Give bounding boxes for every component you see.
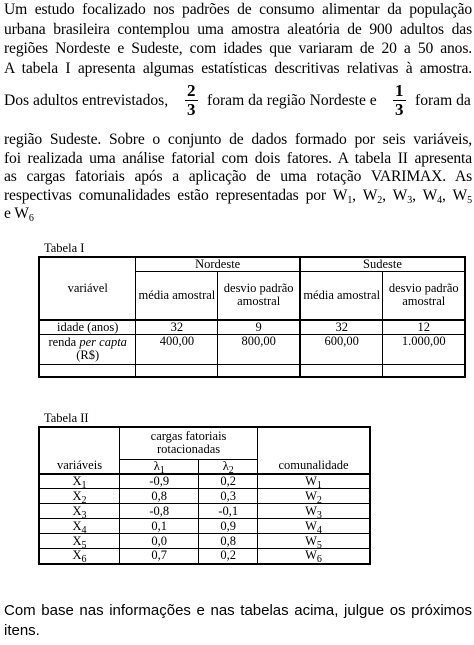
fraction-text-3: foram da — [415, 92, 471, 109]
table2-w: $W_1$ — [258, 474, 370, 489]
table2-l1: 0,1 — [120, 519, 199, 534]
second-paragraph — [4, 131, 472, 224]
closing-paragraph — [4, 601, 472, 641]
table1-row-label: renda per capta (R$) — [39, 334, 136, 364]
table2-var: $X_4$ — [39, 519, 120, 534]
table2-w: $W_2$ — [258, 489, 370, 504]
table2-header-lambda2: $\lambda_2$ — [199, 459, 258, 474]
fraction-numerator: 2 — [187, 81, 196, 100]
fraction-one-third — [393, 82, 406, 119]
table2-w: $W_5$ — [258, 534, 370, 549]
table1-group-nordeste: Nordeste — [136, 257, 300, 272]
table1-cell: 1.000,00 — [383, 334, 465, 364]
table2-var: $X_2$ — [39, 489, 120, 504]
fraction-numerator: 1 — [395, 81, 404, 100]
table2-l2: 0,3 — [199, 489, 258, 504]
table-row — [39, 489, 370, 504]
table-row-empty — [39, 364, 465, 377]
table1-cell: 9 — [218, 320, 300, 335]
table-row — [39, 549, 370, 564]
intro-line: regiões Nordeste e Sudeste, com idades que variaram de 20 a 50 anos. — [4, 40, 472, 57]
fraction-denominator: 3 — [395, 100, 404, 119]
intro-line: A tabela I apresenta algumas estatísticas descritivas relativas à amostra. — [4, 59, 472, 77]
fraction-two-thirds — [185, 82, 198, 119]
table1-cell: 32 — [300, 320, 383, 335]
intro-line: urbana brasileira contemplou uma amostra aleatória de 900 adultos das — [4, 20, 472, 38]
table2-group-header: cargas fatoriais rotacionadas — [120, 427, 258, 459]
table2-w: $W_6$ — [258, 549, 370, 564]
table1-row-label: idade (anos) — [39, 320, 136, 335]
paragraph-line-w-symbols: respectivas comunalidades estão representadas por $W_1$, $W_2$, $W_3$, $W_4$, $W_5$ — [4, 186, 472, 206]
table1-group-sudeste: Sudeste — [300, 257, 465, 272]
table-row — [39, 474, 370, 489]
table2-l1: 0,0 — [120, 534, 199, 549]
table1-cell: 600,00 — [300, 334, 383, 364]
fraction-denominator: 3 — [187, 100, 196, 119]
table-row — [39, 519, 370, 534]
intro-line: Um estudo focalizado nos padrões de consumo alimentar da população — [4, 1, 472, 18]
table2-header-variables: variáveis — [39, 459, 120, 474]
table1 — [38, 256, 466, 378]
table1-stat-header: desvio padrão amostral — [218, 272, 300, 320]
table1-stat-header: média amostral — [300, 272, 383, 320]
table1-cell: 400,00 — [136, 334, 218, 364]
paragraph-line: região Sudeste. Sobre o conjunto de dados formado por seis variáveis, — [4, 131, 472, 148]
table1-cell: 800,00 — [218, 334, 300, 364]
table2-l2: 0,9 — [199, 519, 258, 534]
table2-l1: -0,8 — [120, 504, 199, 519]
table2-header-lambda1: $\lambda_1$ — [120, 459, 199, 474]
table-row — [39, 504, 370, 519]
table2-l1: -0,9 — [120, 474, 199, 489]
intro-paragraph — [4, 0, 472, 78]
table2-l2: 0,2 — [199, 474, 258, 489]
table2 — [38, 426, 371, 565]
table2-var: $X_6$ — [39, 549, 120, 564]
table2-var: $X_5$ — [39, 534, 120, 549]
table2-caption: Tabela II — [44, 411, 89, 425]
closing-line: itens. — [4, 622, 40, 639]
table2-header-communality: comunalidade — [258, 459, 370, 474]
table2-w: $W_4$ — [258, 519, 370, 534]
table1-caption: Tabela I — [44, 241, 85, 255]
table1-cell: 32 — [136, 320, 218, 335]
table1-cell: 12 — [383, 320, 465, 335]
table2-l2: 0,8 — [199, 534, 258, 549]
paragraph-line: as cargas fatoriais após a aplicação de uma rotação VARIMAX. As — [4, 168, 472, 185]
table2-w: $W_3$ — [258, 504, 370, 519]
table-row — [39, 334, 465, 364]
table-row — [39, 534, 370, 549]
table1-stat-header: desvio padrão amostral — [383, 272, 465, 320]
paragraph-line: e $W_6$ — [4, 205, 34, 224]
table2-l2: 0,2 — [199, 549, 258, 564]
closing-line: Com base nas informações e nas tabelas acima, julgue os próximos — [4, 602, 472, 619]
fraction-text-1: Dos adultos entrevistados, — [4, 92, 169, 109]
table2-l1: 0,7 — [120, 549, 199, 564]
table2-var: $X_1$ — [39, 474, 120, 489]
fraction-text-2: foram da região Nordeste e — [207, 92, 377, 109]
fraction-sentence — [4, 82, 472, 124]
table2-l2: -0,1 — [199, 504, 258, 519]
table2-l1: 0,8 — [120, 489, 199, 504]
table1-header-variable: variável — [39, 257, 136, 320]
table2-var: $X_3$ — [39, 504, 120, 519]
paragraph-line: foi realizada uma análise fatorial com dois fatores. A tabela II apresenta — [4, 149, 472, 167]
table-row — [39, 320, 465, 335]
table1-stat-header: média amostral — [136, 272, 218, 320]
